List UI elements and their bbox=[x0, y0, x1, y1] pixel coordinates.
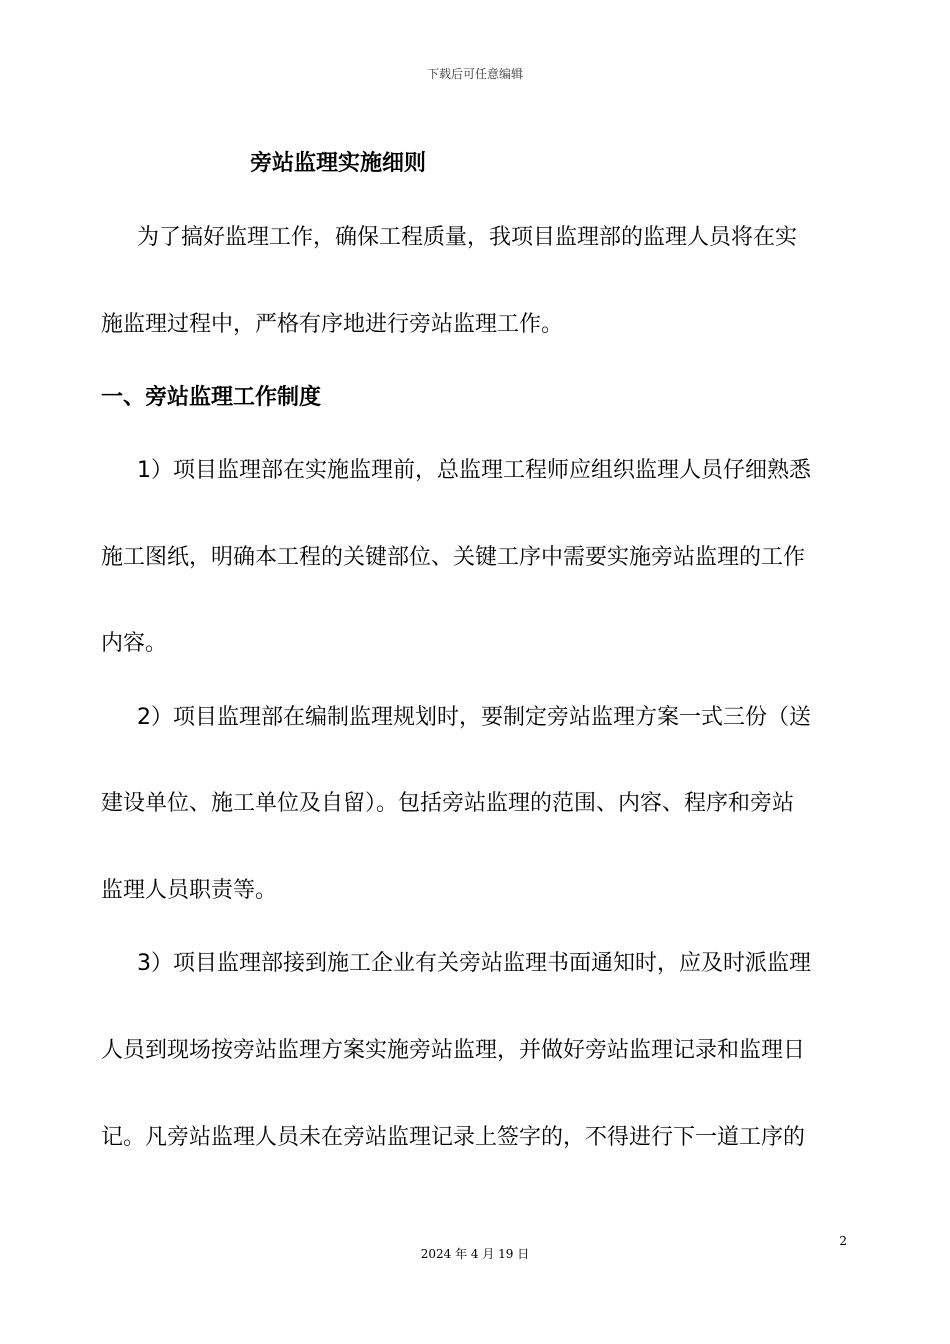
intro-line-1: 为了搞好监理工作，确保工程质量，我项目监理部的监理人员将在实 bbox=[137, 225, 798, 250]
item1-line-1: 1）项目监理部在实施监理前，总监理工程师应组织监理人员仔细熟悉 bbox=[137, 458, 811, 483]
item1-line-3: 内容。 bbox=[101, 631, 168, 656]
document-title: 旁站监理实施细则 bbox=[250, 151, 427, 176]
item2-line-3: 监理人员职责等。 bbox=[101, 878, 278, 903]
item1-line-2: 施工图纸，明确本工程的关键部位、关键工序中需要实施旁站监理的工作 bbox=[101, 545, 806, 570]
page-number: 2 bbox=[839, 1234, 847, 1248]
intro-line-2: 施监理过程中，严格有序地进行旁站监理工作。 bbox=[101, 312, 564, 337]
item3-line-3: 记。凡旁站监理人员未在旁站监理记录上签字的，不得进行下一道工序的 bbox=[101, 1125, 806, 1150]
footer-date: 2024 年 4 月 19 日 bbox=[420, 1247, 530, 1261]
item3-line-2: 人员到现场按旁站监理方案实施旁站监理，并做好旁站监理记录和监理日 bbox=[101, 1038, 806, 1063]
section-heading: 一、旁站监理工作制度 bbox=[101, 385, 322, 410]
page-header: 下载后可任意编辑 bbox=[426, 67, 523, 81]
item2-line-1: 2）项目监理部在编制监理规划时，要制定旁站监理方案一式三份（送 bbox=[137, 705, 811, 730]
item3-line-1: 3）项目监理部接到施工企业有关旁站监理书面通知时，应及时派监理 bbox=[137, 951, 811, 976]
item2-line-2: 建设单位、施工单位及自留）。包括旁站监理的范围、内容、程序和旁站 bbox=[101, 791, 795, 816]
